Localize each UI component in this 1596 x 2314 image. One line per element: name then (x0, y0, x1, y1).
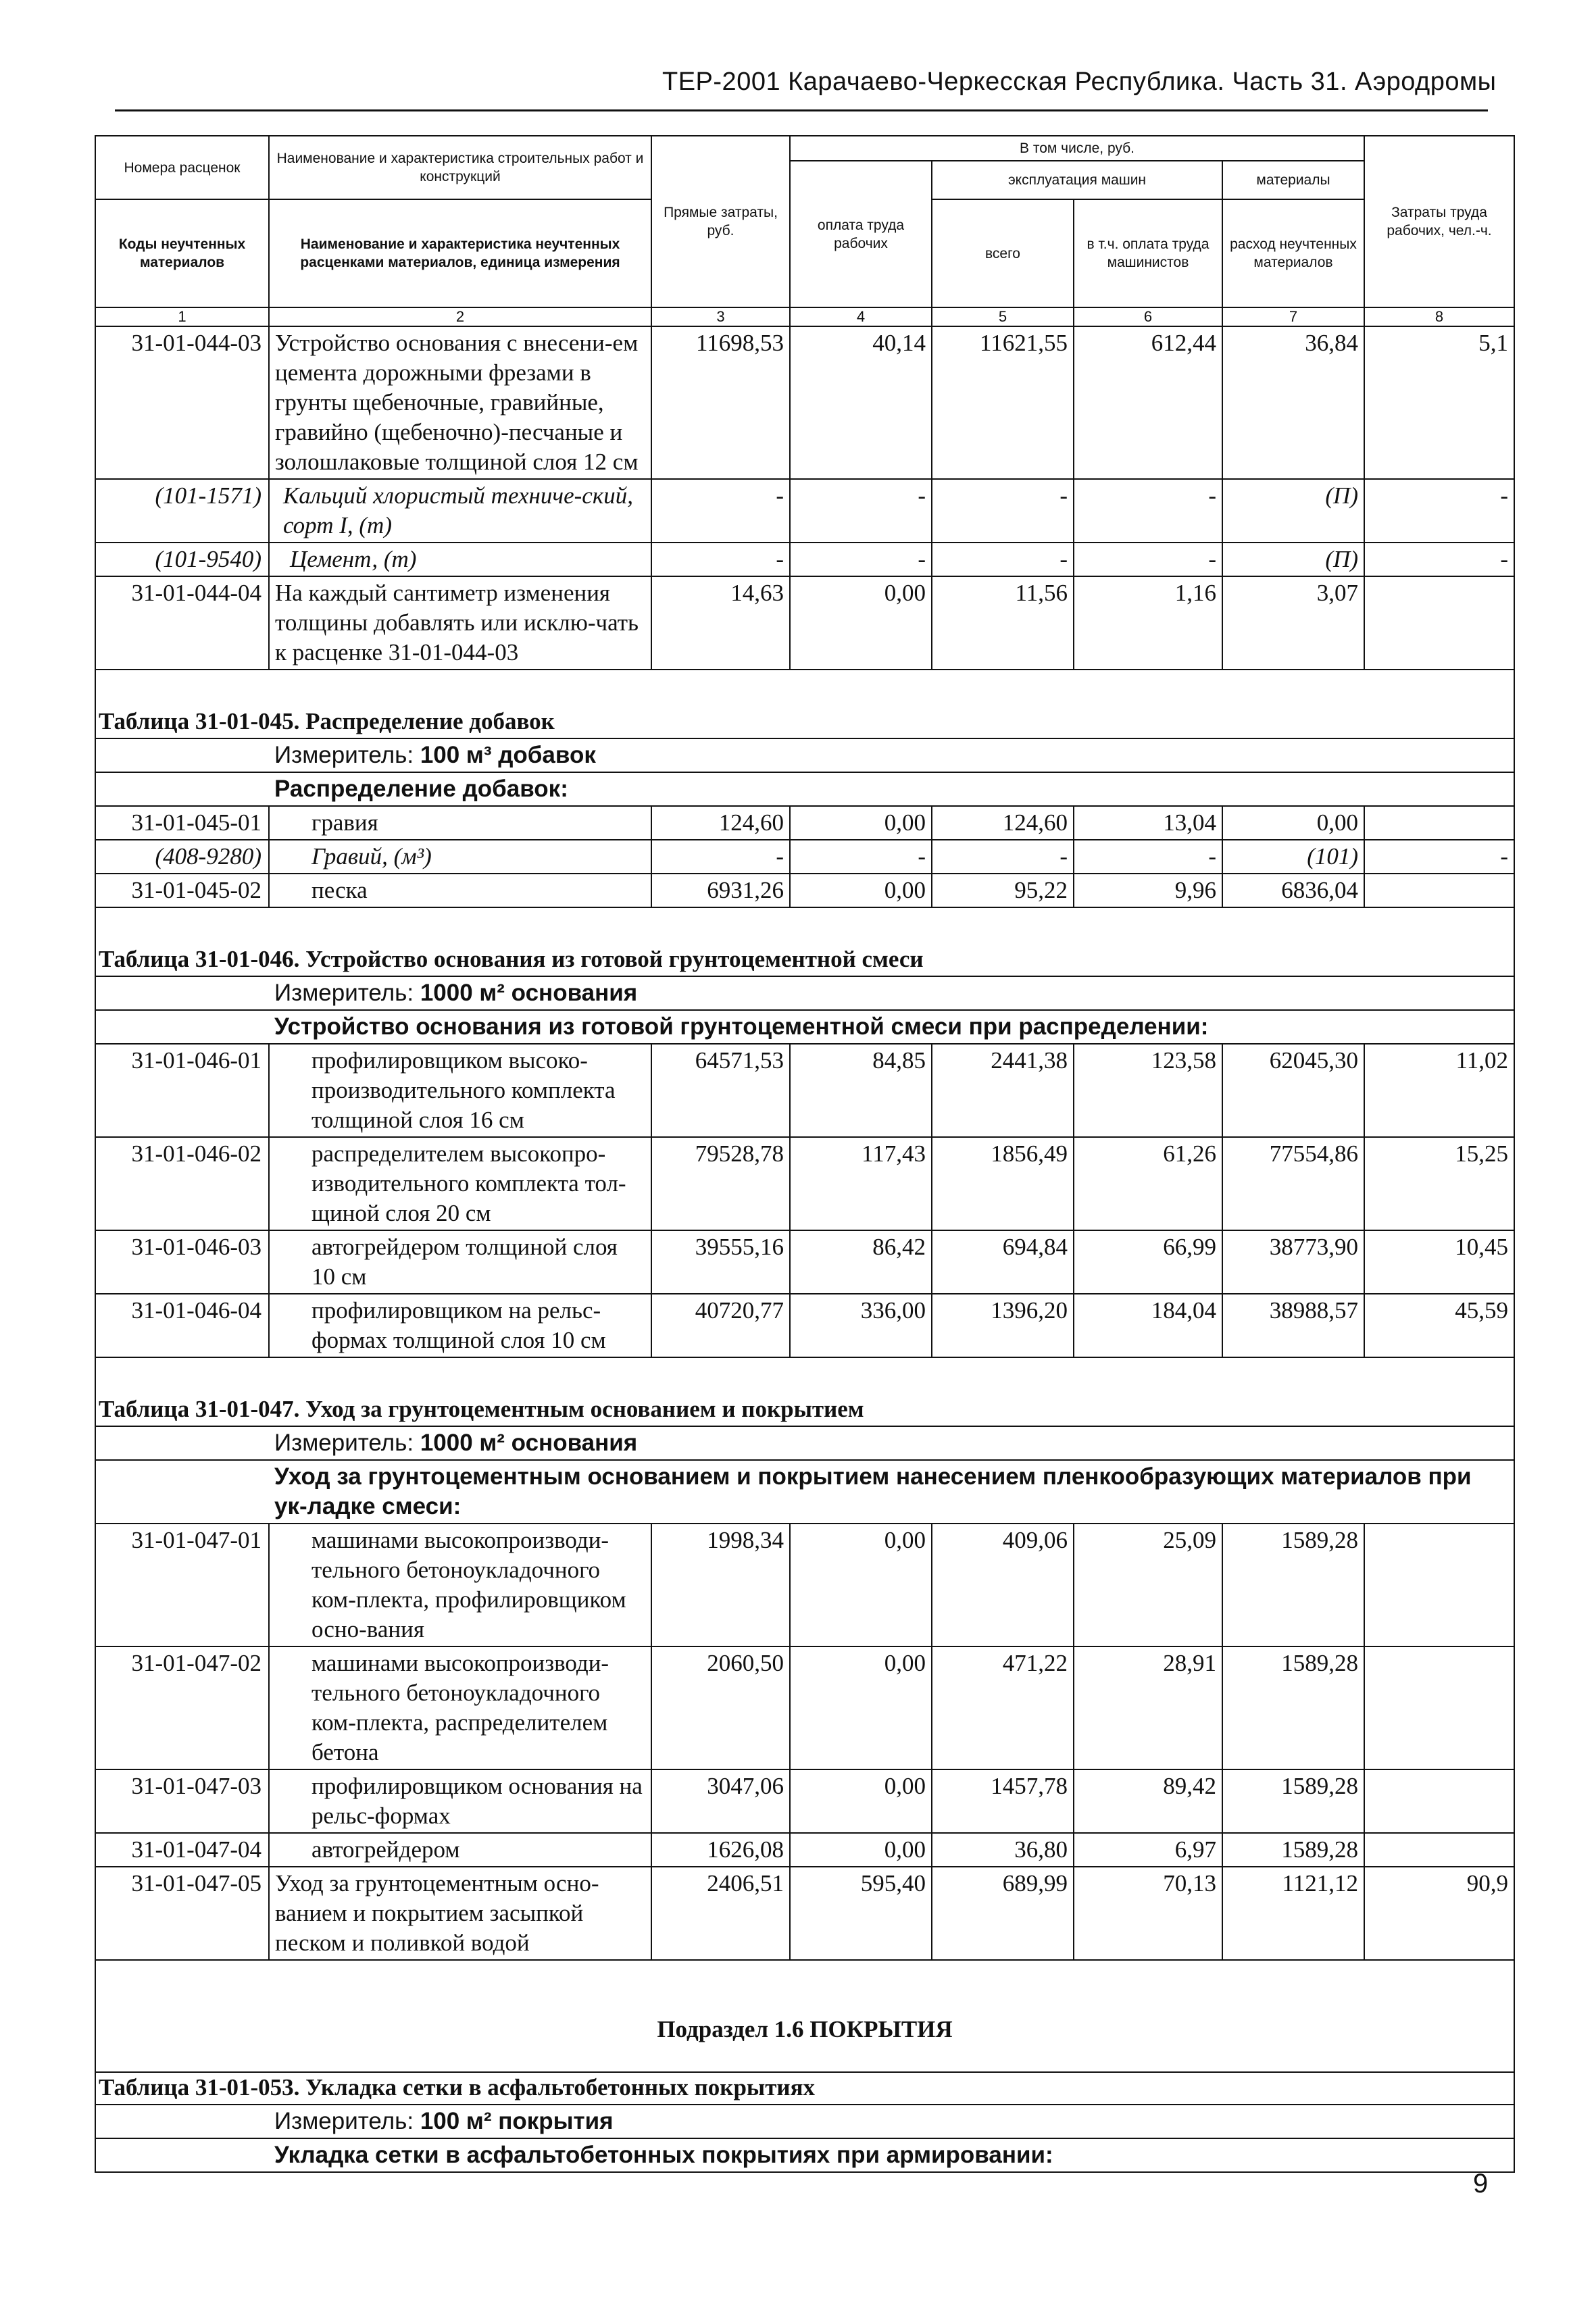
table-row (95, 543, 1514, 576)
meter-unit: 1000 м² основания (420, 980, 638, 1006)
materials: (101) (1222, 840, 1364, 874)
rate-name: Устройство основания с внесени-ем цемента дорожными фрезами в грунты щебеночные, гравийные, гравийно (щебеночно)-песчаные и золошлаковые толщиной слоя 12 см (269, 326, 651, 479)
table-row (95, 479, 1514, 543)
section-heading: Укладка сетки в асфальтобетонных покрытиях при армировании: (269, 2138, 1514, 2172)
labor-wages: 84,85 (790, 1044, 932, 1137)
rate-code: 31-01-045-01 (95, 806, 269, 840)
machines-total: 2441,38 (932, 1044, 1074, 1137)
machines-total: - (932, 543, 1074, 576)
rate-name: Уход за грунтоцементным осно-ванием и покрытием засыпкой песком и поливкой водой (269, 1867, 651, 1960)
materials: (П) (1222, 479, 1364, 543)
table-row (95, 1646, 1514, 1769)
materials: 1589,28 (1222, 1769, 1364, 1833)
labor-hours (1364, 1646, 1514, 1769)
labor-wages: 595,40 (790, 1867, 932, 1960)
machinist-wages: 6,97 (1074, 1833, 1222, 1867)
hdr-col1-bottom: Коды неучтенных материалов (95, 199, 269, 307)
rate-name: На каждый сантиметр изменения толщины добавлять или исклю-чать к расценке 31-01-044-03 (269, 576, 651, 670)
direct-costs: 2406,51 (651, 1867, 790, 1960)
rate-name: профилировщиком высоко-производительного комплекта толщиной слоя 16 см (269, 1044, 651, 1137)
header-row-1 (95, 136, 1514, 161)
table-row (95, 1524, 1514, 1646)
rate-code: 31-01-045-02 (95, 874, 269, 907)
materials: 62045,30 (1222, 1044, 1364, 1137)
direct-costs: - (651, 543, 790, 576)
rate-code: 31-01-046-01 (95, 1044, 269, 1137)
labor-hours: 90,9 (1364, 1867, 1514, 1960)
direct-costs: 79528,78 (651, 1137, 790, 1230)
machines-total: 11621,55 (932, 326, 1074, 479)
direct-costs: 14,63 (651, 576, 790, 670)
section-heading: Устройство основания из готовой грунтоцементной смеси при распределении: (269, 1010, 1514, 1044)
machinist-wages: 612,44 (1074, 326, 1222, 479)
header-rule (115, 109, 1488, 111)
table-row (95, 576, 1514, 670)
labor-hours (1364, 1524, 1514, 1646)
machines-total: 95,22 (932, 874, 1074, 907)
labor-hours (1364, 806, 1514, 840)
table-row (95, 840, 1514, 874)
machinist-wages: 25,09 (1074, 1524, 1222, 1646)
materials: 77554,86 (1222, 1137, 1364, 1230)
direct-costs: - (651, 479, 790, 543)
rate-code: 31-01-047-01 (95, 1524, 269, 1646)
labor-hours: - (1364, 479, 1514, 543)
hdr-machines: эксплуатация машин (932, 161, 1222, 199)
page-number: 9 (1473, 2169, 1489, 2198)
machinist-wages: - (1074, 543, 1222, 576)
direct-costs: 124,60 (651, 806, 790, 840)
meter-label: Измеритель: (274, 1430, 414, 1456)
running-head: ТЕР-2001 Карачаево-Черкесская Республика. Часть 31. Аэродромы (662, 68, 1497, 96)
labor-hours: - (1364, 543, 1514, 576)
direct-costs: 3047,06 (651, 1769, 790, 1833)
material-code: (101-1571) (95, 479, 269, 543)
table-row (95, 1833, 1514, 1867)
rate-code: 31-01-047-05 (95, 1867, 269, 1960)
hdr-col2-top: Наименование и характеристика строительных работ и конструкций (269, 136, 651, 199)
table-row (95, 1769, 1514, 1833)
material-code: (101-9540) (95, 543, 269, 576)
labor-hours (1364, 576, 1514, 670)
rate-name: автогрейдером (269, 1833, 651, 1867)
direct-costs: 64571,53 (651, 1044, 790, 1137)
material-code: (408-9280) (95, 840, 269, 874)
labor-hours: 11,02 (1364, 1044, 1514, 1137)
rate-code: 31-01-044-03 (95, 326, 269, 479)
machines-total: 11,56 (932, 576, 1074, 670)
machines-total: 124,60 (932, 806, 1074, 840)
materials: (П) (1222, 543, 1364, 576)
machines-total: 409,06 (932, 1524, 1074, 1646)
rate-name: машинами высокопроизводи-тельного бетоноукладочного ком-плекта, профилировщиком осно-вания (269, 1524, 651, 1646)
machinist-wages: 13,04 (1074, 806, 1222, 840)
meter-label: Измеритель: (274, 742, 414, 768)
hdr-col1-top: Номера расценок (95, 136, 269, 199)
labor-wages: 336,00 (790, 1294, 932, 1357)
materials: 1121,12 (1222, 1867, 1364, 1960)
labor-wages: 0,00 (790, 874, 932, 907)
direct-costs: - (651, 840, 790, 874)
machines-total: - (932, 479, 1074, 543)
rate-name: распределителем высокопро-изводительного комплекта тол-щиной слоя 20 см (269, 1137, 651, 1230)
section-heading: Уход за грунтоцементным основанием и покрытием нанесением пленкообразующих материалов при ук-ладке смеси: (269, 1460, 1514, 1524)
index-cell: 4 (790, 307, 932, 326)
labor-wages: 0,00 (790, 1524, 932, 1646)
rate-name: профилировщиком основания на рельс-формах (269, 1769, 651, 1833)
table-047-title: Таблица 31-01-047. Уход за грунтоцементным основанием и покрытием (95, 1357, 1514, 1426)
index-cell: 8 (1364, 307, 1514, 326)
rate-name: профилировщиком на рельс-формах толщиной слоя 10 см (269, 1294, 651, 1357)
machinist-wages: 9,96 (1074, 874, 1222, 907)
direct-costs: 6931,26 (651, 874, 790, 907)
labor-wages: 40,14 (790, 326, 932, 479)
table-045-meter (269, 738, 1514, 772)
labor-wages: 86,42 (790, 1230, 932, 1294)
meter-label: Измеритель: (274, 980, 414, 1006)
materials: 3,07 (1222, 576, 1364, 670)
table-045-title: Таблица 31-01-045. Распределение добавок (95, 670, 1514, 738)
index-cell: 3 (651, 307, 790, 326)
machinist-wages: 123,58 (1074, 1044, 1222, 1137)
table-053-meter (269, 2105, 1514, 2138)
direct-costs: 40720,77 (651, 1294, 790, 1357)
materials: 38773,90 (1222, 1230, 1364, 1294)
labor-wages: 0,00 (790, 1646, 932, 1769)
machines-total: - (932, 840, 1074, 874)
table-047-meter (269, 1426, 1514, 1460)
labor-hours: 10,45 (1364, 1230, 1514, 1294)
materials: 38988,57 (1222, 1294, 1364, 1357)
materials: 0,00 (1222, 806, 1364, 840)
machinist-wages: - (1074, 840, 1222, 874)
material-name: Цемент, (т) (269, 543, 651, 576)
machines-total: 471,22 (932, 1646, 1074, 1769)
rate-name: гравия (269, 806, 651, 840)
material-name: Кальций хлористый техниче-ский, сорт I, (т) (269, 479, 651, 543)
rates-table (95, 135, 1515, 2173)
index-cell: 5 (932, 307, 1074, 326)
machinist-wages: 184,04 (1074, 1294, 1222, 1357)
materials: 1589,28 (1222, 1524, 1364, 1646)
machines-total: 1396,20 (932, 1294, 1074, 1357)
table-row (95, 874, 1514, 907)
table-046-meter (269, 976, 1514, 1010)
rate-name: песка (269, 874, 651, 907)
labor-wages: 0,00 (790, 1833, 932, 1867)
table-row (95, 806, 1514, 840)
machines-total: 1457,78 (932, 1769, 1074, 1833)
machines-total: 1856,49 (932, 1137, 1074, 1230)
table-row (95, 1044, 1514, 1137)
table-row (95, 1137, 1514, 1230)
direct-costs: 11698,53 (651, 326, 790, 479)
machines-total: 694,84 (932, 1230, 1074, 1294)
machinist-wages: - (1074, 479, 1222, 543)
hdr-col5: всего (932, 199, 1074, 307)
direct-costs: 1626,08 (651, 1833, 790, 1867)
index-cell: 6 (1074, 307, 1222, 326)
direct-costs: 39555,16 (651, 1230, 790, 1294)
table-053-title: Таблица 31-01-053. Укладка сетки в асфальтобетонных покрытиях (95, 2072, 1514, 2105)
hdr-col4: оплата труда рабочих (790, 161, 932, 307)
machinist-wages: 61,26 (1074, 1137, 1222, 1230)
materials: 1589,28 (1222, 1833, 1364, 1867)
materials: 6836,04 (1222, 874, 1364, 907)
table-row (95, 1230, 1514, 1294)
material-name: Гравий, (м³) (269, 840, 651, 874)
meter-unit: 100 м³ добавок (420, 742, 596, 768)
machinist-wages: 70,13 (1074, 1867, 1222, 1960)
labor-hours: 45,59 (1364, 1294, 1514, 1357)
labor-hours: - (1364, 840, 1514, 874)
rate-code: 31-01-047-04 (95, 1833, 269, 1867)
hdr-materials: материалы (1222, 161, 1364, 199)
table-row (95, 326, 1514, 479)
hdr-in-total: В том числе, руб. (790, 136, 1364, 161)
hdr-col2-bottom: Наименование и характеристика неучтенных расценками материалов, единица измерения (269, 199, 651, 307)
labor-wages: 117,43 (790, 1137, 932, 1230)
labor-wages: - (790, 840, 932, 874)
subsection-title: Подраздел 1.6 ПОКРЫТИЯ (95, 1960, 1514, 2072)
rate-name: автогрейдером толщиной слоя 10 см (269, 1230, 651, 1294)
labor-wages: 0,00 (790, 806, 932, 840)
direct-costs: 2060,50 (651, 1646, 790, 1769)
machines-total: 689,99 (932, 1867, 1074, 1960)
table-row (95, 1867, 1514, 1960)
labor-hours: 15,25 (1364, 1137, 1514, 1230)
rate-code: 31-01-047-02 (95, 1646, 269, 1769)
rate-name: машинами высокопроизводи-тельного бетоноукладочного ком-плекта, распределителем бетона (269, 1646, 651, 1769)
machinist-wages: 28,91 (1074, 1646, 1222, 1769)
section-heading: Распределение добавок: (269, 772, 1514, 806)
rate-code: 31-01-046-02 (95, 1137, 269, 1230)
hdr-col7: расход неучтенных материалов (1222, 199, 1364, 307)
hdr-col6: в т.ч. оплата труда машинистов (1074, 199, 1222, 307)
meter-label: Измеритель: (274, 2108, 414, 2134)
labor-hours (1364, 1769, 1514, 1833)
table-row (95, 1294, 1514, 1357)
machinist-wages: 66,99 (1074, 1230, 1222, 1294)
labor-hours (1364, 874, 1514, 907)
rate-code: 31-01-044-04 (95, 576, 269, 670)
machinist-wages: 1,16 (1074, 576, 1222, 670)
rate-code: 31-01-047-03 (95, 1769, 269, 1833)
rate-code: 31-01-046-03 (95, 1230, 269, 1294)
hdr-col8: Затраты труда рабочих, чел.-ч. (1364, 136, 1514, 307)
index-cell: 1 (95, 307, 269, 326)
machinist-wages: 89,42 (1074, 1769, 1222, 1833)
hdr-col3: Прямые затраты, руб. (651, 136, 790, 307)
labor-hours (1364, 1833, 1514, 1867)
materials: 1589,28 (1222, 1646, 1364, 1769)
labor-wages: 0,00 (790, 576, 932, 670)
labor-hours: 5,1 (1364, 326, 1514, 479)
index-cell: 2 (269, 307, 651, 326)
machines-total: 36,80 (932, 1833, 1074, 1867)
rate-code: 31-01-046-04 (95, 1294, 269, 1357)
labor-wages: - (790, 479, 932, 543)
table-046-title: Таблица 31-01-046. Устройство основания из готовой грунтоцементной смеси (95, 907, 1514, 976)
index-cell: 7 (1222, 307, 1364, 326)
labor-wages: 0,00 (790, 1769, 932, 1833)
labor-wages: - (790, 543, 932, 576)
meter-unit: 1000 м² основания (420, 1430, 638, 1456)
direct-costs: 1998,34 (651, 1524, 790, 1646)
meter-unit: 100 м² покрытия (420, 2108, 614, 2134)
materials: 36,84 (1222, 326, 1364, 479)
index-row (95, 307, 1514, 326)
